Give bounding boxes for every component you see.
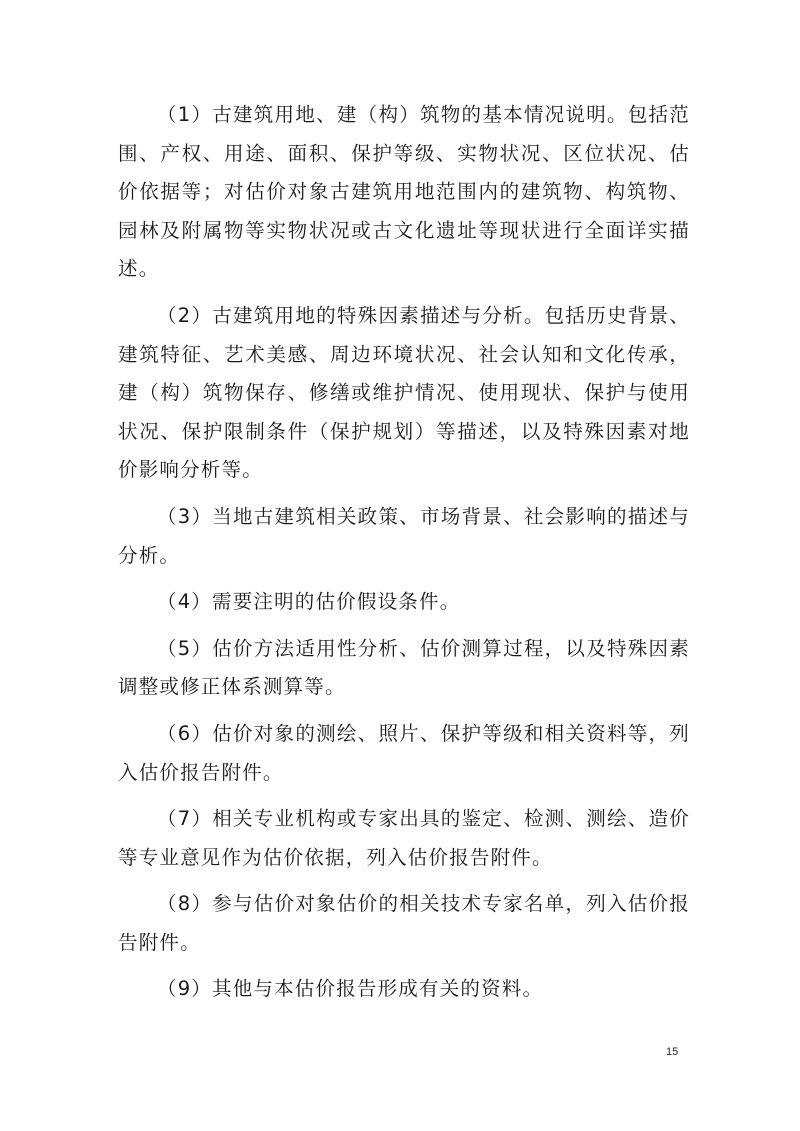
document-body: [118, 96, 690, 1017]
paragraph-item-8: （8）参与估价对象估价的相关技术专家名单，列入估价报告附件。: [118, 892, 690, 954]
paragraph-item-5: （5）估价方法适用性分析、估价测算过程，以及特殊因素调整或修正体系测算等。: [118, 636, 690, 699]
paragraph-item-7: （7）相关专业机构或专家出具的鉴定、检测、测绘、造价等专业意见作为估价依据，列入估价报告附件。: [118, 807, 690, 869]
paragraph-item-2: （2）古建筑用地的特殊因素描述与分析。包括历史背景、建筑特征、艺术美感、周边环境状况、社会认知和文化传承，建（构）筑物保存、修缮或维护情况、使用现状、保护与使用状况、保护限制条件（保护规划）等描述，以及特殊因素对地价影响分析等。: [118, 303, 690, 482]
paragraph-item-3: （3）当地古建筑相关政策、市场背景、社会影响的描述与分析。: [118, 504, 690, 567]
paragraph-item-9: （9）其他与本估价报告形成有关的资料。: [157, 977, 544, 1001]
page-number: 15: [666, 1046, 679, 1058]
paragraph-item-4: （4）需要注明的估价假设条件。: [157, 590, 461, 614]
paragraph-item-1: （1）古建筑用地、建（构）筑物的基本情况说明。包括范围、产权、用途、面积、保护等级、实物状况、区位状况、估价依据等；对估价对象古建筑用地范围内的建筑物、构筑物、园林及附属物等实物状况或古文化遗址等现状进行全面详实描述。: [118, 103, 690, 281]
paragraph-item-6: （6）估价对象的测绘、照片、保护等级和相关资料等，列入估价报告附件。: [118, 721, 690, 784]
